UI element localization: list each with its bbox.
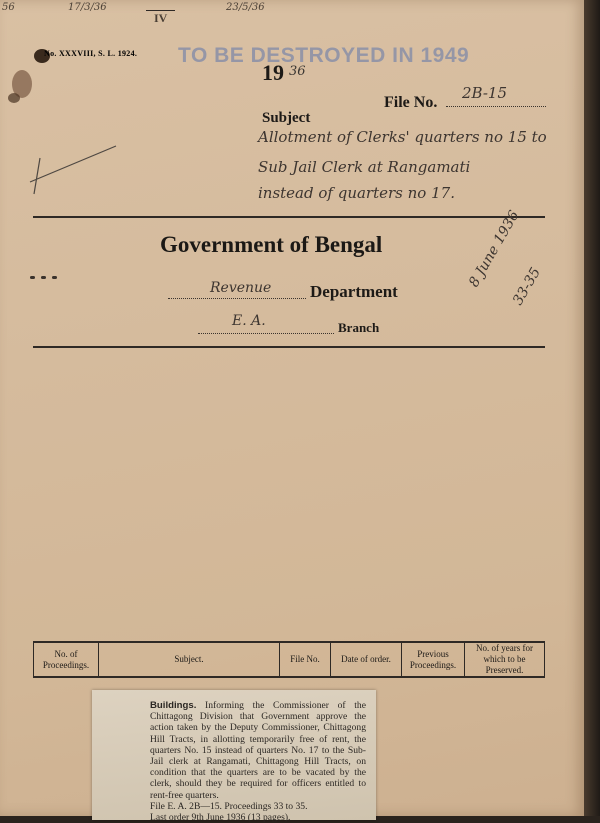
newspaper-clipping	[92, 690, 376, 823]
branch-label: Branch	[338, 320, 380, 335]
clipping-text	[150, 700, 366, 823]
year-handwritten: 36	[289, 64, 306, 79]
department-underline	[168, 298, 306, 299]
clipping-body: Informing the Commissioner of the Chittagong Division that Government approve the action taken by the Deputy Commissioner, Chittagong Hill Tracts, in allotting temporarily free of rent, the quarters No. 15 instead of quarters No. 17 to the Sub-Jail clerk at Rangamati, Chittagong Hill Tracts, on condition that the quarters are to be vacated by the clerk, should they be required for officers entitled to rent-free quarters.	[150, 700, 366, 801]
top-note-date-1: 17/3/36	[68, 2, 107, 13]
pencil-mark	[26, 138, 122, 198]
side-note-proceedings: 33-35	[510, 265, 545, 308]
clipping-file-ref: File E. A. 2B—15. Proceedings 33 to 35.	[150, 800, 308, 812]
divider-top	[33, 216, 545, 218]
branch-value: E. A.	[232, 313, 266, 329]
top-note-date-2: 23/5/36	[226, 2, 265, 13]
top-note-number: 56	[2, 2, 15, 13]
table-header-row	[34, 642, 545, 677]
file-no-underline	[446, 106, 546, 107]
table-header: No. of years for which to be Preserved.	[465, 642, 545, 677]
ink-dots	[30, 266, 66, 270]
table-header: No. of Proceedings.	[34, 642, 99, 677]
subject-line-3: instead of quarters no 17.	[258, 184, 455, 202]
file-no-value: 2B-15	[462, 84, 507, 102]
year-printed: 19	[262, 60, 284, 85]
clipping-last-order: Last order 9th June 1936 (13 pages).	[150, 812, 291, 823]
destruction-stamp: TO BE DESTROYED IN 1949	[178, 44, 470, 67]
branch-underline	[198, 333, 334, 334]
top-note-roman: IV	[146, 10, 175, 26]
table-header: Date of order.	[331, 642, 402, 677]
subject-line-2: Sub Jail Clerk at Rangamati	[258, 158, 471, 176]
side-note-date: 8 June 1936	[466, 208, 523, 290]
divider-bottom	[33, 346, 545, 348]
department-label: Department	[310, 282, 398, 301]
cover-edge	[584, 0, 600, 816]
page-heading: Government of Bengal	[160, 232, 383, 257]
clipping-title: Buildings.	[150, 700, 197, 711]
table-header: Previous Proceedings.	[402, 642, 465, 677]
form-number: No. XXXVIII, S. L. 1924.	[44, 49, 138, 58]
register-table	[33, 641, 545, 678]
table-header: Subject.	[99, 642, 280, 677]
table-header: File No.	[280, 642, 331, 677]
subject-line-1: Allotment of Clerks' quarters no 15 to	[258, 128, 547, 146]
department-value: Revenue	[210, 280, 272, 296]
subject-label: Subject	[262, 110, 311, 126]
file-no-label: File No.	[384, 94, 438, 111]
